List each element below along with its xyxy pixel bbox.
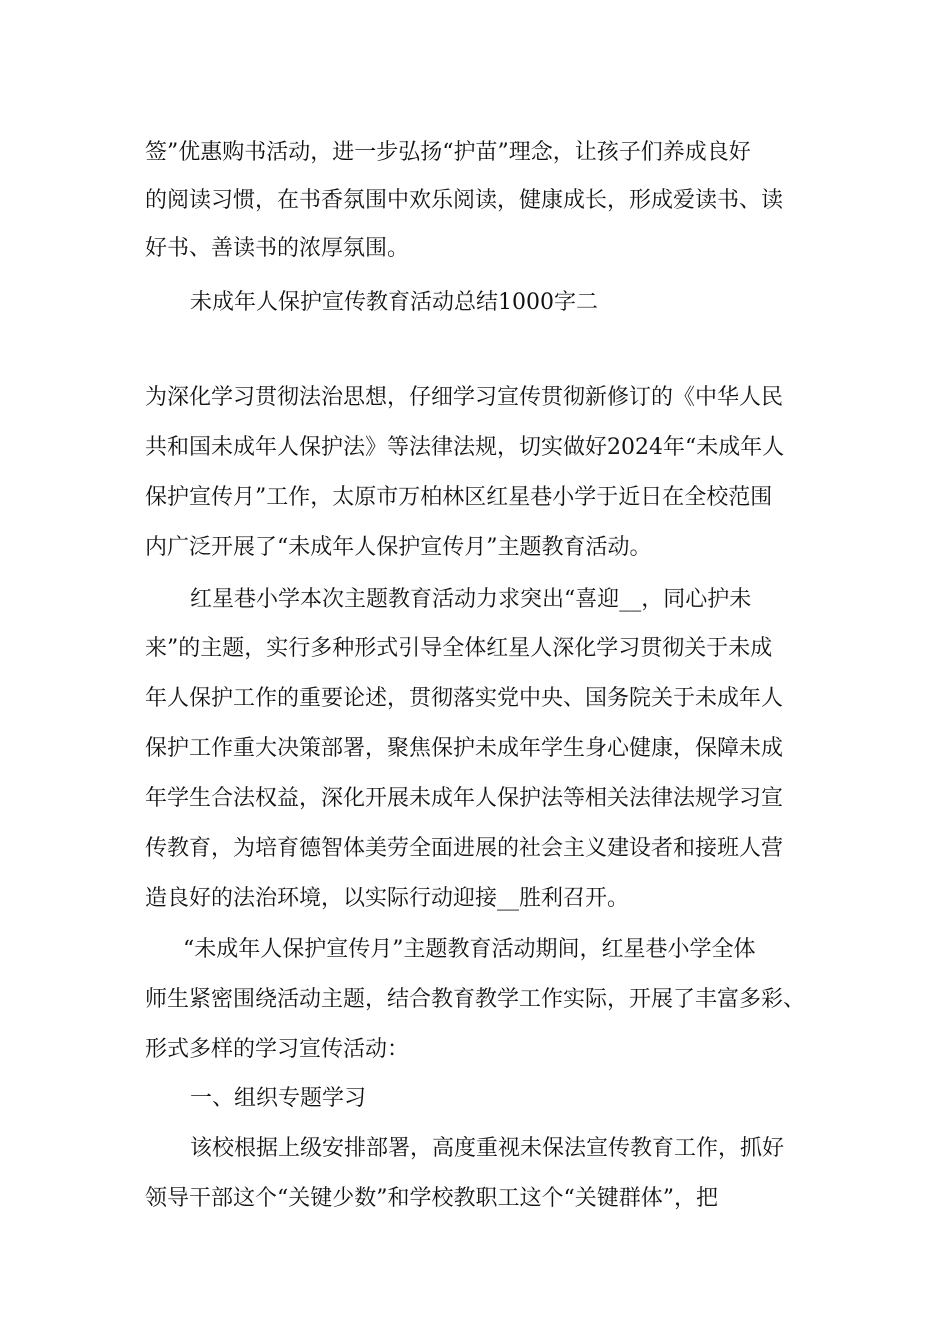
paragraph-line: 领导干部这个“关键少数”和学校教职工这个“关键群体”，把 [145, 1186, 718, 1211]
paragraph-line: 共和国未成年人保护法》等法律法规，切实做好2024年“未成年人 [145, 435, 785, 460]
paragraph-line: 保护工作重大决策部署，聚焦保护未成年学生身心健康，保障未成 [145, 736, 784, 761]
paragraph-line: 的阅读习惯，在书香氛围中欢乐阅读，健康成长，形成爱读书、读 [145, 188, 784, 213]
paragraph-line: 内广泛开展了“未成年人保护宣传月”主题教育活动。 [145, 535, 652, 560]
section-heading: 一、组织专题学习 [190, 1086, 367, 1111]
paragraph-line: 形式多样的学习宣传活动： [145, 1037, 410, 1062]
paragraph-line: 该校根据上级安排部署，高度重视未保法宣传教育工作，抓好 [190, 1136, 785, 1161]
paragraph-line: 造良好的法治环境，以实际行动迎接__胜利召开。 [145, 886, 630, 911]
paragraph-line: 传教育，为培育德智体美劳全面进展的社会主义建设者和接班人营 [145, 836, 784, 861]
paragraph-line: 签”优惠购书活动，进一步弘扬“护苗”理念，让孩子们养成良好 [145, 140, 751, 165]
paragraph-line: 为深化学习贯彻法治思想，仔细学习宣传贯彻新修订的《中华人民 [145, 385, 784, 410]
paragraph-line: “未成年人保护宣传月”主题教育活动期间，红星巷小学全体 [183, 937, 756, 962]
paragraph-line: 来”的主题，实行多种形式引导全体红星人深化学习贯彻关于未成 [145, 636, 773, 661]
paragraph-line: 好书、善读书的浓厚氛围。 [145, 236, 410, 261]
paragraph-line: 保护宣传月”工作，太原市万柏林区红星巷小学于近日在全校范围 [145, 485, 773, 510]
paragraph-line: 年人保护工作的重要论述，贯彻落实党中央、国务院关于未成年人 [145, 686, 784, 711]
section-heading: 未成年人保护宣传教育活动总结1000字二 [190, 290, 598, 315]
paragraph-line: 师生紧密围绕活动主题，结合教育教学工作实际，开展了丰富多彩、 [145, 987, 806, 1012]
paragraph-line: 红星巷小学本次主题教育活动力求突出“喜迎__，同心护未 [190, 587, 752, 612]
paragraph-line: 年学生合法权益，深化开展未成年人保护法等相关法律法规学习宣 [145, 786, 784, 811]
